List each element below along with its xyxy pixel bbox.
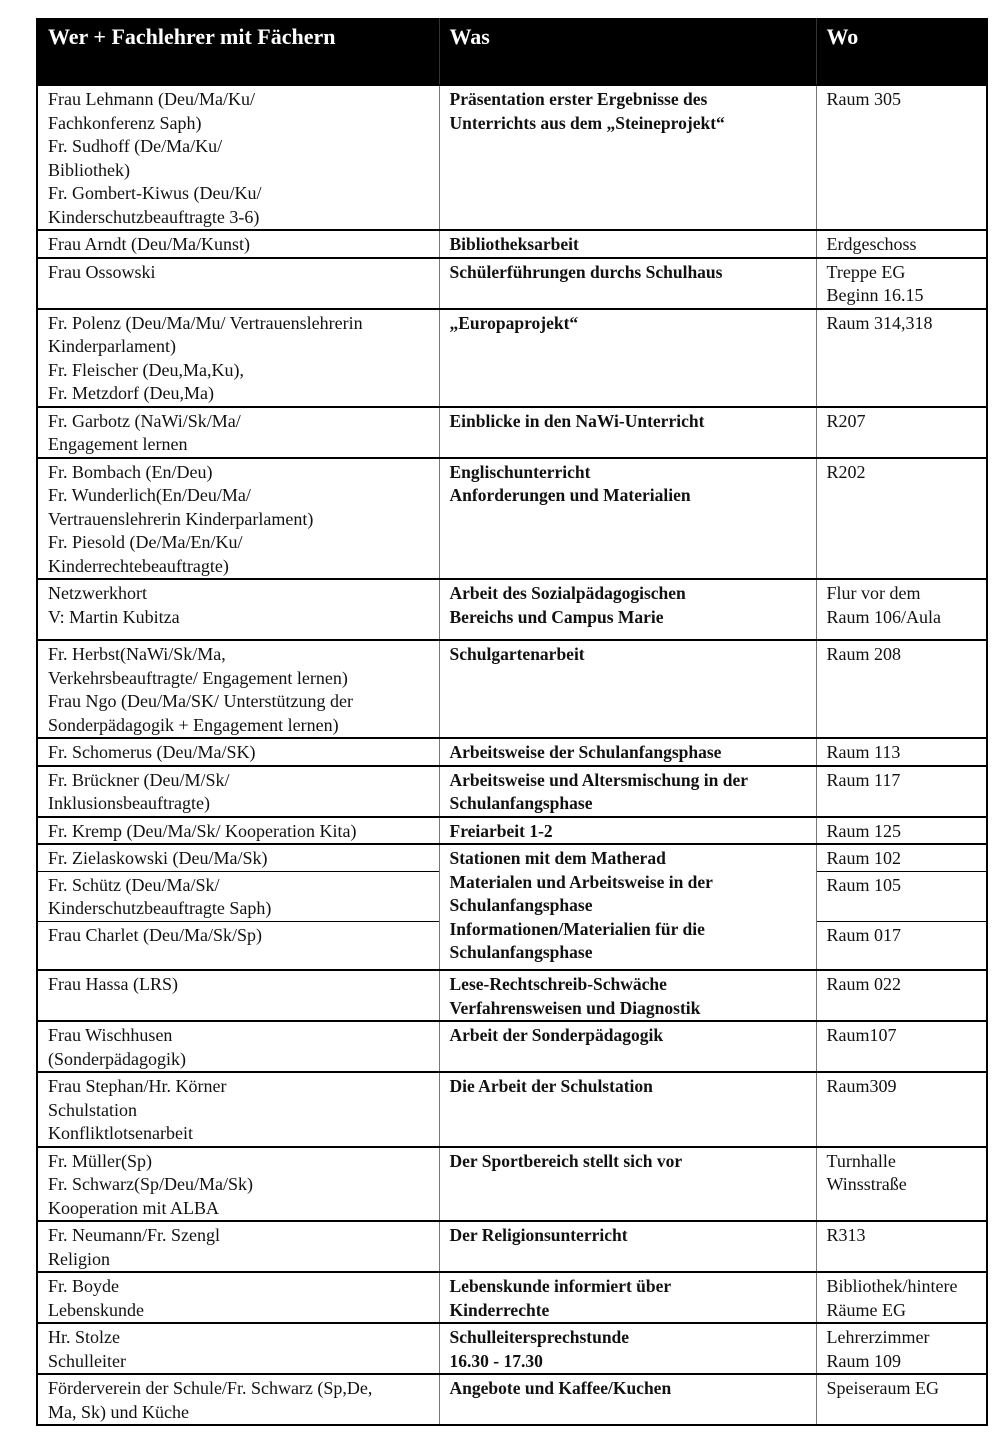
was-cell bbox=[439, 1374, 816, 1425]
wer-cell bbox=[37, 738, 439, 766]
wer-text: Frau Arndt (Deu/Ma/Kunst) bbox=[48, 234, 250, 254]
wo-text: Raum 117 bbox=[826, 769, 901, 790]
was-text: Schulanfangsphase bbox=[449, 942, 593, 962]
wer-text: Fr. Neumann/Fr. Szengl bbox=[48, 1225, 220, 1245]
wer-text: Frau Charlet (Deu/Ma/Sk/Sp) bbox=[48, 924, 262, 945]
was-text: Arbeit der Sonderpädagogik bbox=[449, 1025, 664, 1045]
wo-text: R207 bbox=[826, 410, 866, 431]
wer-text: V: Martin Kubitza bbox=[48, 606, 180, 627]
was-text: Präsentation erster Ergebnisse des bbox=[449, 89, 708, 109]
table-row bbox=[37, 640, 987, 738]
was-cell bbox=[439, 85, 816, 230]
wo-cell bbox=[816, 85, 987, 230]
table-row bbox=[37, 258, 987, 309]
wo-cell bbox=[816, 766, 987, 817]
wer-cell bbox=[37, 1021, 439, 1072]
was-text: 16.30 - 17.30 bbox=[449, 1350, 543, 1371]
table-row bbox=[37, 407, 987, 458]
wer-text: Fr. Kremp (Deu/Ma/Sk/ Kooperation Kita) bbox=[48, 820, 357, 841]
wer-text: Fr. Zielaskowski (Deu/Ma/Sk) bbox=[48, 848, 268, 868]
wer-text: Frau Ngo (Deu/Ma/SK/ Unterstützung der bbox=[48, 691, 353, 711]
wer-cell bbox=[37, 1374, 439, 1425]
wer-cell bbox=[37, 766, 439, 817]
table-row bbox=[37, 766, 987, 817]
wer-text: Fr. Wunderlich(En/Deu/Ma/ bbox=[48, 485, 251, 505]
was-cell bbox=[439, 407, 816, 458]
wer-text: Schulstation bbox=[48, 1099, 137, 1120]
was-text: Schulanfangsphase bbox=[449, 793, 593, 813]
wo-cell bbox=[816, 871, 987, 921]
wer-text: Förderverein der Schule/Fr. Schwarz (Sp,De, bbox=[48, 1378, 373, 1398]
wer-text: Religion bbox=[48, 1248, 110, 1269]
wo-cell bbox=[816, 1147, 987, 1222]
wer-text: Fr. Herbst(NaWi/Sk/Ma, bbox=[48, 644, 226, 664]
was-text: „Europaprojekt“ bbox=[449, 312, 579, 333]
was-text: Materialen und Arbeitsweise in der bbox=[449, 871, 713, 892]
wer-text: Fr. Fleischer (Deu,Ma,Ku), bbox=[48, 359, 244, 380]
was-cell bbox=[439, 230, 816, 258]
was-text: Stationen mit dem Matherad bbox=[449, 848, 666, 868]
wer-text: Fr. Bombach (En/Deu) bbox=[48, 461, 213, 482]
wer-text: Fr. Brückner (Deu/M/Sk/ bbox=[48, 769, 230, 790]
wer-cell bbox=[37, 1221, 439, 1272]
wer-cell bbox=[37, 640, 439, 738]
header-wer: Wer + Fachlehrer mit Fächern bbox=[37, 18, 439, 85]
wo-cell bbox=[816, 1323, 987, 1374]
wo-text: Raum107 bbox=[826, 1025, 897, 1045]
wo-cell bbox=[816, 970, 987, 1021]
was-text: Freiarbeit 1-2 bbox=[449, 820, 553, 841]
wer-text: Vertrauenslehrerin Kinderparlament) bbox=[48, 508, 314, 529]
wo-text: R313 bbox=[826, 1225, 866, 1245]
wo-cell bbox=[816, 921, 987, 970]
was-text: Einblicke in den NaWi-Unterricht bbox=[449, 410, 705, 431]
wo-text: Raum 125 bbox=[826, 820, 901, 841]
was-text: Bibliotheksarbeit bbox=[449, 234, 579, 254]
wer-text: Konfliktlotsenarbeit bbox=[48, 1123, 193, 1143]
wer-text: Fr. Polenz (Deu/Ma/Mu/ Vertrauenslehrerin bbox=[48, 312, 363, 333]
was-text: Englischunterricht bbox=[449, 461, 591, 482]
wo-text: Raum 105 bbox=[826, 874, 901, 895]
table-row bbox=[37, 1021, 987, 1072]
wo-text: Raum 208 bbox=[826, 644, 901, 664]
wo-cell bbox=[816, 1072, 987, 1147]
wo-cell bbox=[816, 817, 987, 845]
was-text: Arbeitsweise der Schulanfangsphase bbox=[449, 742, 722, 762]
wer-text: Fr. Schwarz(Sp/Deu/Ma/Sk) bbox=[48, 1174, 253, 1194]
wer-text: Fr. Sudhoff (De/Ma/Ku/ bbox=[48, 136, 223, 156]
wer-text: Fachkonferenz Saph) bbox=[48, 112, 202, 133]
wo-text: R202 bbox=[826, 461, 866, 482]
table-row bbox=[37, 1323, 987, 1374]
wo-text: Turnhalle bbox=[826, 1150, 896, 1171]
wo-cell bbox=[816, 640, 987, 738]
wo-text: Flur vor dem bbox=[826, 583, 921, 603]
wer-cell bbox=[37, 1323, 439, 1374]
wo-cell bbox=[816, 1272, 987, 1323]
wer-text: Fr. Boyde bbox=[48, 1276, 120, 1296]
was-cell bbox=[439, 844, 816, 970]
was-cell bbox=[439, 458, 816, 580]
wer-text: Frau Ossowski bbox=[48, 261, 156, 282]
wer-cell bbox=[37, 85, 439, 230]
wo-cell bbox=[816, 230, 987, 258]
table-row bbox=[37, 1221, 987, 1272]
wo-text: Raum 102 bbox=[826, 848, 901, 868]
table-row bbox=[37, 970, 987, 1021]
wer-text: Hr. Stolze bbox=[48, 1327, 120, 1347]
wo-text: Bibliothek/hintere bbox=[826, 1276, 958, 1296]
wo-cell bbox=[816, 309, 987, 407]
wo-text: Raum 305 bbox=[826, 89, 901, 109]
table-row bbox=[37, 309, 987, 407]
wo-cell bbox=[816, 407, 987, 458]
wer-cell bbox=[37, 1072, 439, 1147]
wo-text: Erdgeschoss bbox=[826, 234, 917, 254]
wer-text: Netzwerkhort bbox=[48, 583, 147, 603]
was-text: Schulanfangsphase bbox=[449, 895, 593, 915]
wo-cell bbox=[816, 579, 987, 640]
table-row bbox=[37, 817, 987, 845]
was-cell bbox=[439, 817, 816, 845]
wer-cell bbox=[37, 309, 439, 407]
wer-text: Ma, Sk) und Küche bbox=[48, 1401, 189, 1422]
wer-cell bbox=[37, 844, 439, 871]
header-row bbox=[37, 18, 987, 85]
table-row bbox=[37, 579, 987, 640]
was-text: Arbeit des Sozialpädagogischen bbox=[449, 583, 686, 603]
table-row bbox=[37, 1072, 987, 1147]
header-wo: Wo bbox=[816, 18, 987, 85]
was-text: Schülerführungen durchs Schulhaus bbox=[449, 261, 723, 282]
wer-cell bbox=[37, 921, 439, 970]
wer-text: Kooperation mit ALBA bbox=[48, 1197, 219, 1218]
wer-text: Kinderparlament) bbox=[48, 336, 176, 356]
wo-text: Lehrerzimmer bbox=[826, 1327, 930, 1347]
was-cell bbox=[439, 640, 816, 738]
wer-cell bbox=[37, 458, 439, 580]
table-row bbox=[37, 458, 987, 580]
wo-text: Winsstraße bbox=[826, 1174, 907, 1194]
was-text: Schulgartenarbeit bbox=[449, 644, 585, 664]
wer-cell bbox=[37, 579, 439, 640]
wer-text: Fr. Garbotz (NaWi/Sk/Ma/ bbox=[48, 410, 241, 431]
wer-cell bbox=[37, 1147, 439, 1222]
wer-cell bbox=[37, 871, 439, 921]
wer-text: Inklusionsbeauftragte) bbox=[48, 793, 210, 813]
wer-text: Kinderrechtebeauftragte) bbox=[48, 555, 229, 576]
was-cell bbox=[439, 258, 816, 309]
table-row bbox=[37, 1272, 987, 1323]
wer-text: (Sonderpädagogik) bbox=[48, 1048, 186, 1069]
was-text: Der Sportbereich stellt sich vor bbox=[449, 1150, 683, 1171]
wer-cell bbox=[37, 258, 439, 309]
was-text: Informationen/Materialien für die bbox=[449, 918, 705, 939]
schedule-table bbox=[36, 18, 988, 1426]
wer-text: Lebenskunde bbox=[48, 1299, 144, 1320]
wo-text: Speiseraum EG bbox=[826, 1378, 939, 1398]
wer-text: Schulleiter bbox=[48, 1350, 126, 1371]
wer-text: Sonderpädagogik + Engagement lernen) bbox=[48, 714, 339, 735]
wo-cell bbox=[816, 844, 987, 871]
was-text: Anforderungen und Materialien bbox=[449, 485, 691, 505]
wer-text: Fr. Schomerus (Deu/Ma/SK) bbox=[48, 742, 256, 762]
table-row bbox=[37, 1147, 987, 1222]
wer-text: Kinderschutzbeauftragte Saph) bbox=[48, 898, 272, 918]
was-text: Lese-Rechtschreib-Schwäche bbox=[449, 974, 667, 994]
wer-cell bbox=[37, 970, 439, 1021]
was-cell bbox=[439, 970, 816, 1021]
schedule-body bbox=[37, 85, 987, 1425]
schedule-sheet bbox=[36, 18, 986, 1426]
wer-text: Frau Hassa (LRS) bbox=[48, 974, 178, 994]
was-text: Angebote und Kaffee/Kuchen bbox=[449, 1378, 672, 1398]
was-text: Schulleitersprechstunde bbox=[449, 1327, 630, 1347]
wo-text: Raum 106/Aula bbox=[826, 606, 941, 627]
was-cell bbox=[439, 1221, 816, 1272]
wer-text: Fr. Schütz (Deu/Ma/Sk/ bbox=[48, 874, 220, 895]
wer-text: Kinderschutzbeauftragte 3-6) bbox=[48, 206, 260, 227]
wer-text: Bibliothek) bbox=[48, 159, 130, 180]
wo-text: Raum 113 bbox=[826, 742, 901, 762]
was-cell bbox=[439, 1272, 816, 1323]
table-row bbox=[37, 1374, 987, 1425]
wer-cell bbox=[37, 407, 439, 458]
header-was: Was bbox=[439, 18, 816, 85]
was-cell bbox=[439, 1072, 816, 1147]
was-text: Bereichs und Campus Marie bbox=[449, 606, 664, 627]
wer-text: Frau Wischhusen bbox=[48, 1025, 173, 1045]
was-cell bbox=[439, 1323, 816, 1374]
wer-cell bbox=[37, 817, 439, 845]
wo-text: Beginn 16.15 bbox=[826, 285, 924, 305]
was-cell bbox=[439, 1147, 816, 1222]
wo-text: Raum 022 bbox=[826, 974, 901, 994]
wo-cell bbox=[816, 458, 987, 580]
wo-text: Raum 109 bbox=[826, 1350, 901, 1371]
table-row bbox=[37, 230, 987, 258]
wer-text: Engagement lernen bbox=[48, 434, 188, 454]
wer-cell bbox=[37, 1272, 439, 1323]
wer-text: Frau Lehmann (Deu/Ma/Ku/ bbox=[48, 89, 255, 109]
wer-text: Fr. Metzdorf (Deu,Ma) bbox=[48, 383, 214, 403]
wer-text: Fr. Müller(Sp) bbox=[48, 1150, 153, 1171]
wer-text: Frau Stephan/Hr. Körner bbox=[48, 1076, 227, 1096]
was-text: Verfahrensweisen und Diagnostik bbox=[449, 997, 701, 1018]
wo-text: Raum 017 bbox=[826, 924, 901, 945]
was-text: Der Religionsunterricht bbox=[449, 1225, 628, 1245]
was-cell bbox=[439, 766, 816, 817]
was-cell bbox=[439, 309, 816, 407]
wo-cell bbox=[816, 1021, 987, 1072]
wo-cell bbox=[816, 258, 987, 309]
wer-text: Fr. Piesold (De/Ma/En/Ku/ bbox=[48, 532, 243, 552]
was-cell bbox=[439, 1021, 816, 1072]
wo-text: Treppe EG bbox=[826, 261, 906, 282]
table-row bbox=[37, 738, 987, 766]
wo-text: Raum309 bbox=[826, 1076, 897, 1096]
wo-cell bbox=[816, 1221, 987, 1272]
wo-cell bbox=[816, 738, 987, 766]
wo-text: Raum 314,318 bbox=[826, 312, 933, 333]
wer-text: Verkehrsbeauftragte/ Engagement lernen) bbox=[48, 667, 348, 688]
was-text: Lebenskunde informiert über bbox=[449, 1276, 672, 1296]
was-text: Arbeitsweise und Altersmischung in der bbox=[449, 769, 748, 790]
was-text: Die Arbeit der Schulstation bbox=[449, 1076, 653, 1096]
was-text: Kinderrechte bbox=[449, 1299, 550, 1320]
table-row bbox=[37, 85, 987, 230]
wer-text: Fr. Gombert-Kiwus (Deu/Ku/ bbox=[48, 183, 262, 203]
wer-cell bbox=[37, 230, 439, 258]
was-cell bbox=[439, 579, 816, 640]
table-row bbox=[37, 844, 987, 871]
wo-cell bbox=[816, 1374, 987, 1425]
was-cell bbox=[439, 738, 816, 766]
was-text: Unterrichts aus dem „Steineprojekt“ bbox=[449, 112, 725, 133]
wo-text: Räume EG bbox=[826, 1299, 906, 1320]
